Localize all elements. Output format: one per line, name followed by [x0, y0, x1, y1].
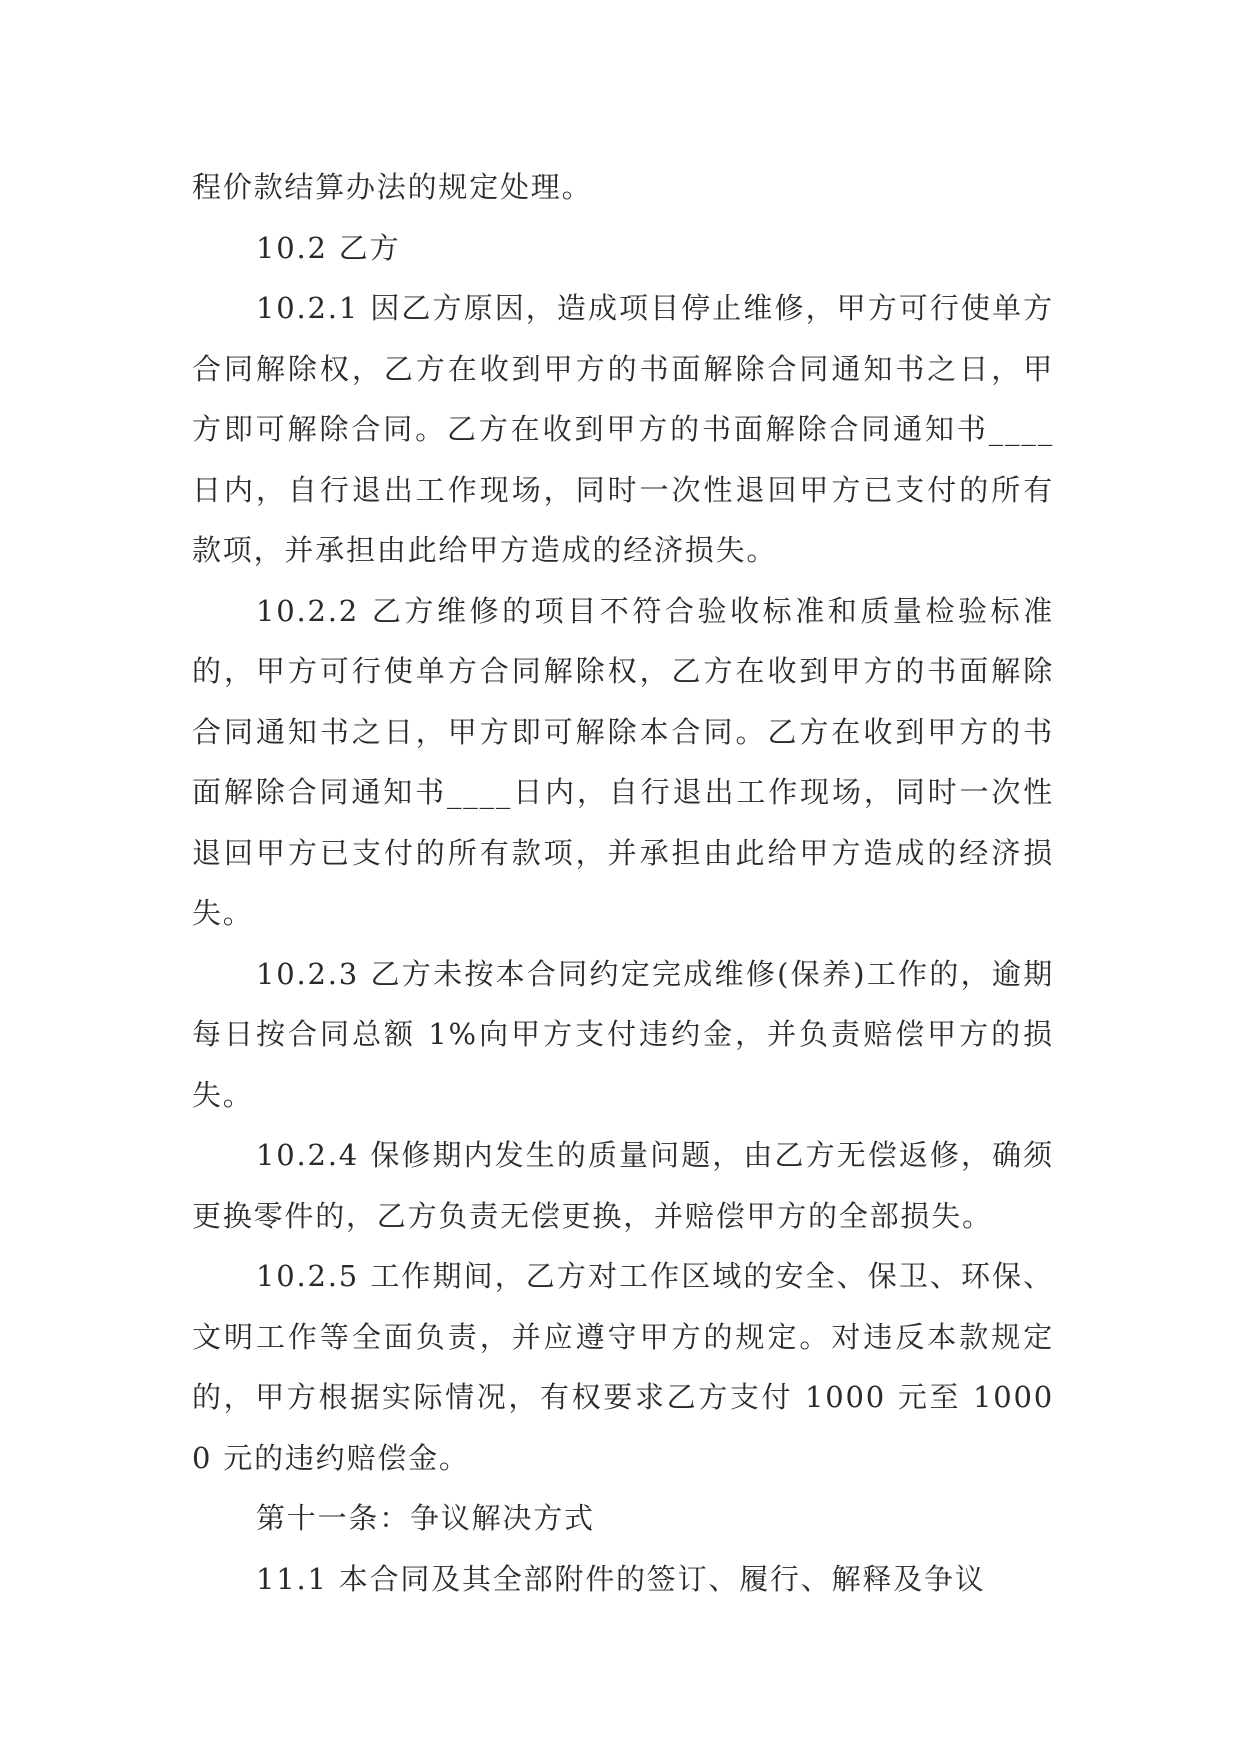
clause-10-2-4: 10.2.4 保修期内发生的质量问题，由乙方无偿返修，确须更换零件的，乙方负责无偿更换，并赔偿甲方的全部损失。 — [192, 1138, 1054, 1233]
clause-10-2-1: 10.2.1 因乙方原因，造成项目停止维修，甲方可行使单方合同解除权，乙方在收到甲方的书面解除合同通知书之日，甲方即可解除合同。乙方在收到甲方的书面解除合同通知书____日内，自行退出工作现场，同时一次性退回甲方已支付的所有款项，并承担由此给甲方造成的经济损失。 — [192, 291, 1054, 567]
clause-10-2-2: 10.2.2 乙方维修的项目不符合验收标准和质量检验标准的，甲方可行使单方合同解除权，乙方在收到甲方的书面解除合同通知书之日，甲方即可解除本合同。乙方在收到甲方的书面解除合同通知书____日内，自行退出工作现场，同时一次性退回甲方已支付的所有款项，并承担由此给甲方造成的经济损失。 — [192, 593, 1054, 930]
clause-11-1: 11.1 本合同及其全部附件的签订、履行、解释及争议 — [256, 1561, 986, 1596]
paragraph-continuation: 程价款结算办法的规定处理。 — [192, 170, 593, 204]
clause-10-2-3: 10.2.3 乙方未按本合同约定完成维修(保养)工作的，逾期每日按合同总额 1%向甲方支付违约金，并负责赔偿甲方的损失。 — [192, 956, 1054, 1112]
document-page — [192, 157, 1054, 1609]
clause-10-2-5: 10.2.5 工作期间，乙方对工作区域的安全、保卫、环保、文明工作等全面负责，并应遵守甲方的规定。对违反本款规定的，甲方根据实际情况，有权要求乙方支付 1000 元至 10000 元的违约赔偿金。 — [192, 1259, 1054, 1475]
article-11-heading: 第十一条：争议解决方式 — [256, 1501, 595, 1535]
clause-10-2-heading: 10.2 乙方 — [256, 230, 401, 265]
